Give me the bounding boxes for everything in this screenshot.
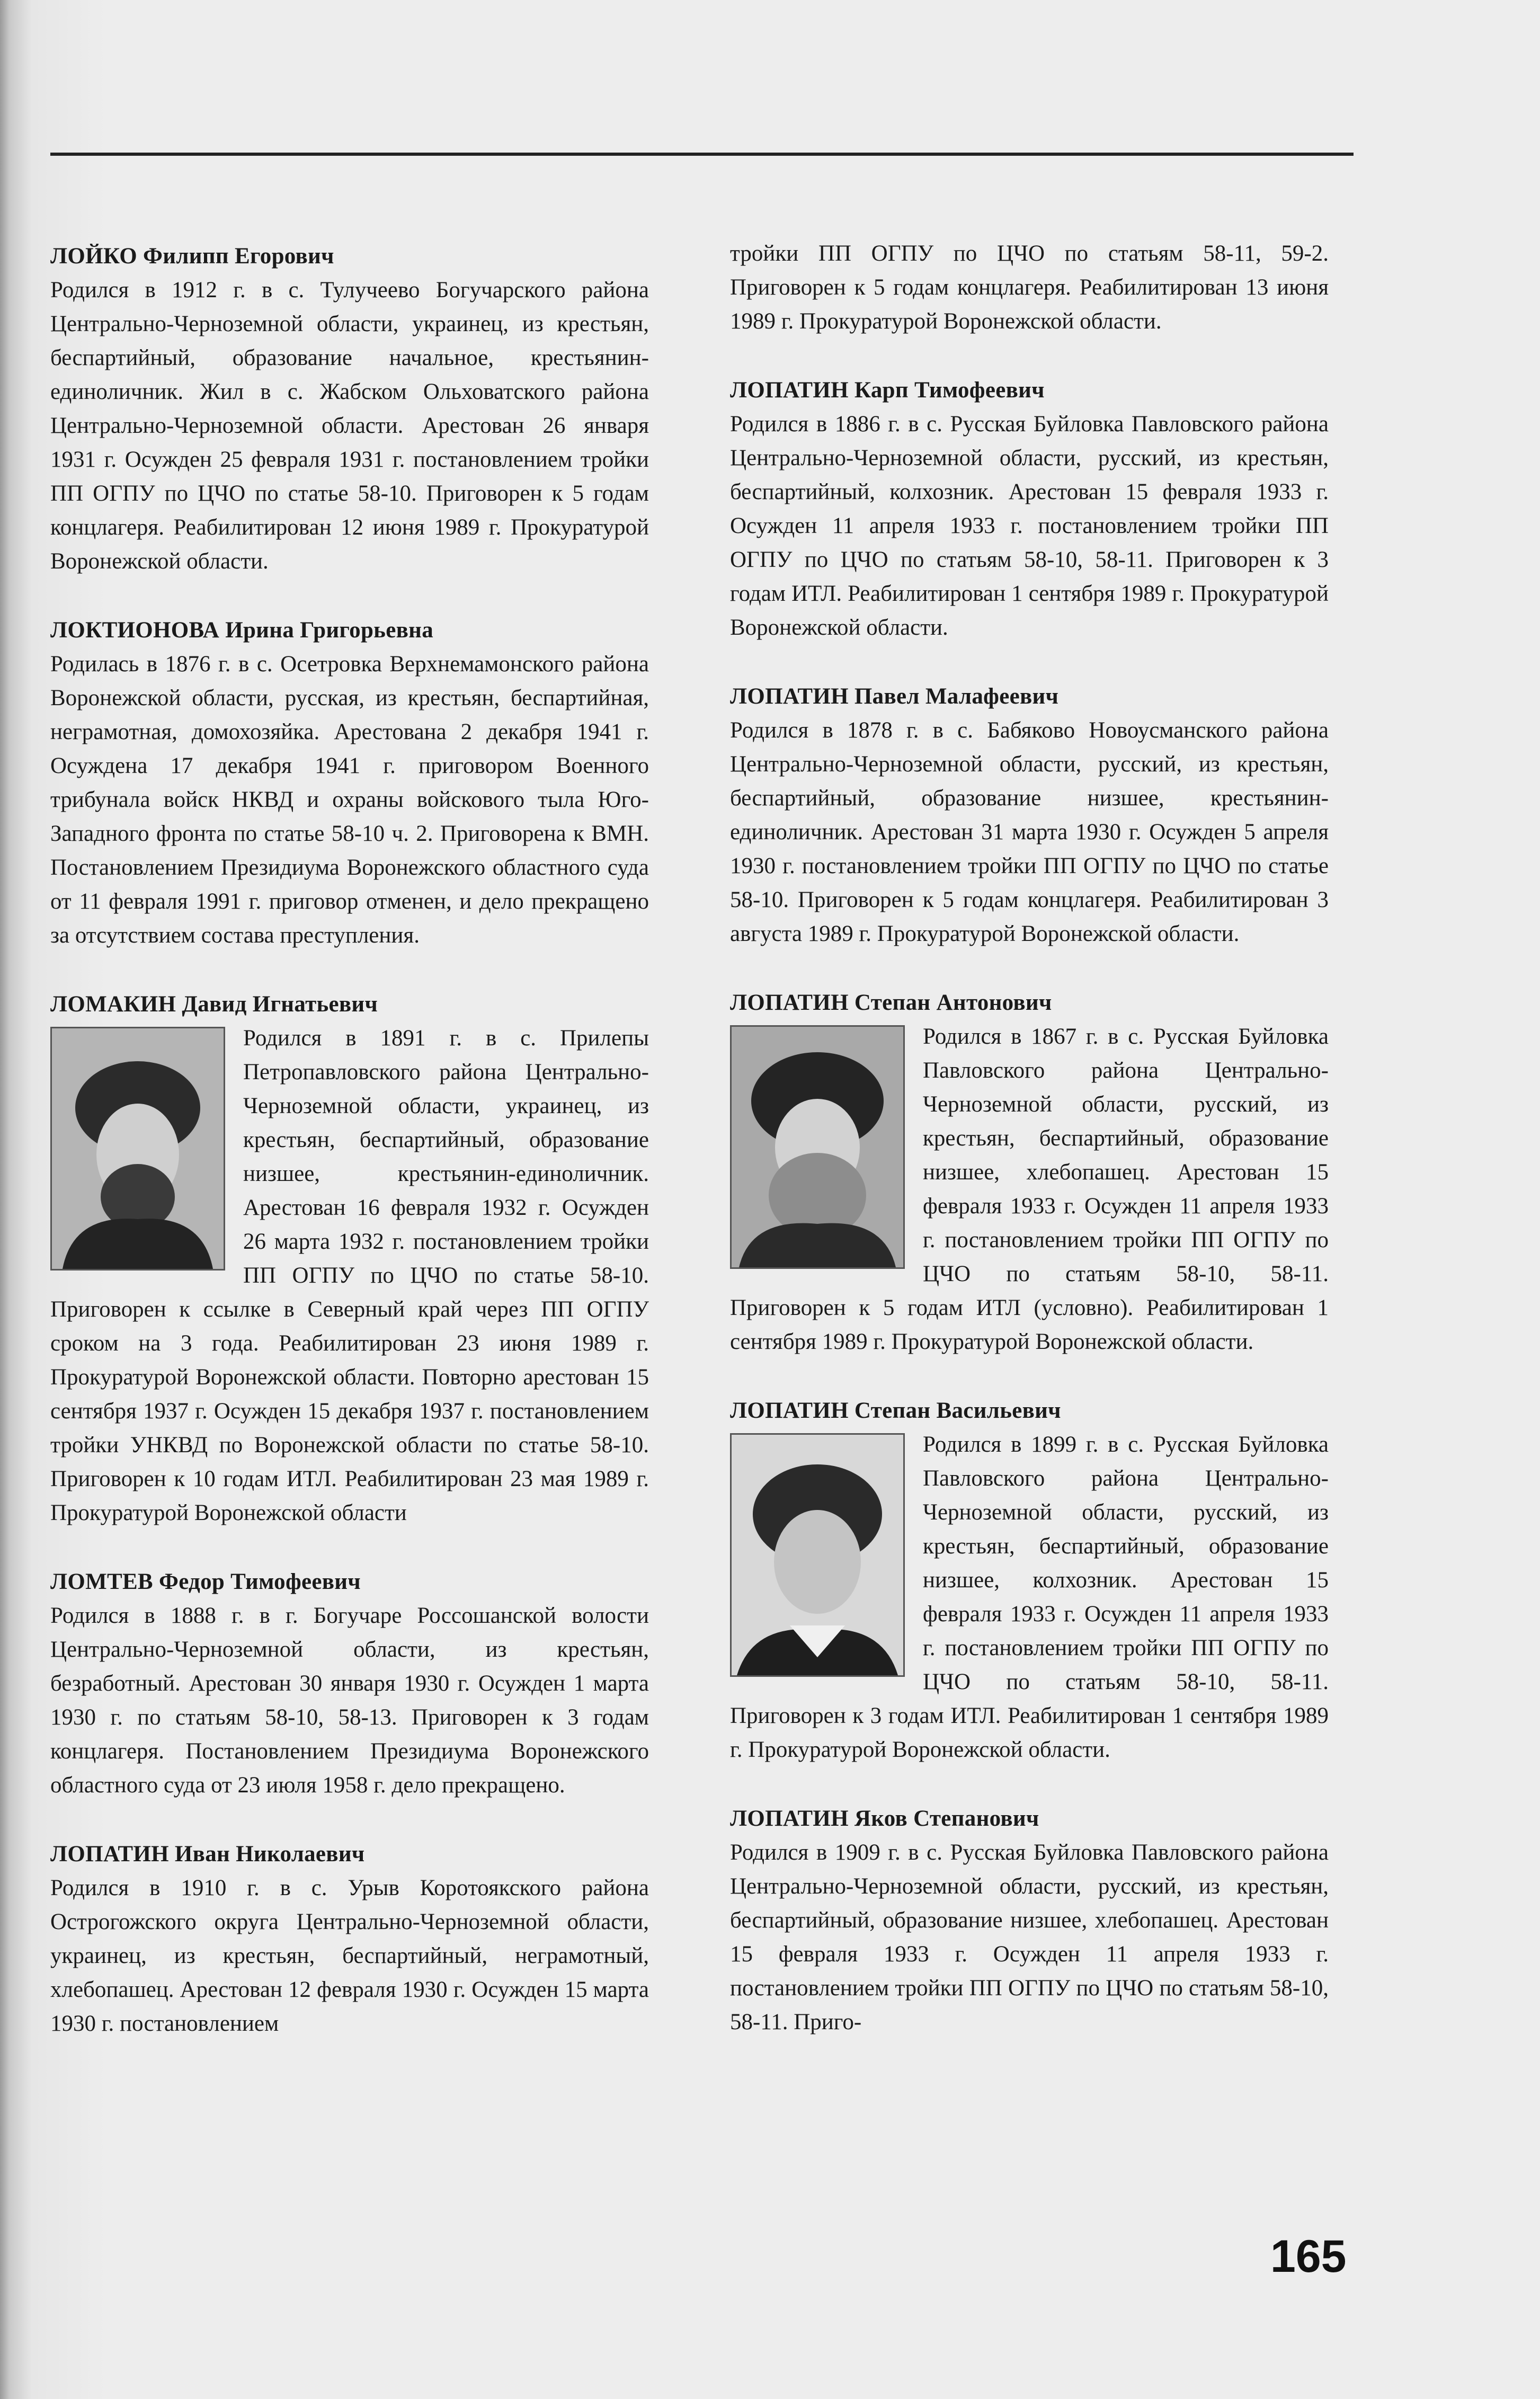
entry-name: ЛОПАТИН Степан Васильевич [730,1398,1061,1423]
entry-name: ЛОМТЕВ Федор Тимофеевич [50,1569,361,1594]
entry [730,1394,1329,1767]
entry [730,374,1329,645]
entry-text: Родился в 1886 г. в с. Русская Буйловка Павловского района Центрально-Черноземной области, русский, из крестьян, беспартийный, колхозник. Арестован 15 февраля 1933 г. Осужден 11 апреля 1933 г. постановлением тройки ПП ОГПУ по ЦЧО по статьям 58-10, 58-11. Приговорен к 3 годам ИТЛ. Реабилитирован 1 сентября 1989 г. Прокуратурой Воронежской области. [730,412,1329,640]
entry-name: ЛОМАКИН Давид Игнатьевич [50,992,378,1017]
entry [50,1565,649,1802]
entry [730,986,1329,1359]
portrait-photo [730,1433,905,1677]
entry-text: Родился в 1912 г. в с. Тулучеево Богучарского района Центрально-Черноземной области, украинец, из крестьян, беспартийный, образование начальное, крестьянин-единоличник. Жил в с. Жабском Ольховатского района Центрально-Черноземной области. Арестован 26 января 1931 г. Осужден 25 февраля 1931 г. постановлением тройки ПП ОГПУ по ЦЧО по статье 58-10. Приговорен к 5 годам концлагеря. Реабилитирован 12 июня 1989 г. Прокуратурой Воронежской области. [50,278,649,574]
entry [50,614,649,953]
entry-name: ЛОКТИОНОВА Ирина Григорьевна [50,618,434,643]
page-number: 165 [1270,2231,1347,2282]
entry-text: Родился в 1891 г. в с. Прилепы Петропавловского района Центрально-Черноземной области, украинец, из крестьян, беспартийный, образование низшее, крестьянин-единоличник. Арестован 16 февраля 1932 г. Осужден 26 марта 1932 г. постановлением тройки ПП ОГПУ по ЦЧО по статье 58-10. Приговорен к ссылке в Северный край через ПП ОГПУ сроком на 3 года. Реабилитирован 23 июня 1989 г. Прокуратурой Воронежской области. Повторно арестован 15 сентября 1937 г. Осужден 15 декабря 1937 г. постановлением тройки УНКВД по Воронежской области по статье 58-10. Приговорен к 10 годам ИТЛ. Реабилитирован 23 мая 1989 г. Прокуратурой Воронежской области [50,1026,649,1525]
entry [50,1837,649,2041]
entry-name: ЛОПАТИН Карп Тимофеевич [730,378,1045,403]
entry [50,239,649,579]
entry-name: ЛОПАТИН Иван Николаевич [50,1842,365,1867]
entry [730,680,1329,951]
entry-text: Родился в 1909 г. в с. Русская Буйловка Павловского района Центрально-Черноземной области, русский, из крестьян, беспартийный, образование низшее, хлебопашец. Арестован 15 февраля 1933 г. Осужден 11 апреля 1933 г. постановлением тройки ПП ОГПУ по ЦЧО по статьям 58-10, 58-11. Приго- [730,1840,1329,2034]
entry-text: Родился в 1899 г. в с. Русская Буйловка Павловского района Центрально-Черноземной области, русский, из крестьян, беспартийный, образование низшее, колхозник. Арестован 15 февраля 1933 г. Осужден 11 апреля 1933 г. постановлением тройки ПП ОГПУ по ЦЧО по статьям 58-10, 58-11. Приговорен к 3 годам ИТЛ. Реабилитирован 1 сентября 1989 г. Прокуратурой Воронежской области. [730,1432,1329,1762]
portrait-photo [730,1025,905,1269]
entry-name: ЛОПАТИН Степан Антонович [730,990,1052,1015]
entry-name: ЛОПАТИН Павел Малафеевич [730,684,1059,709]
entry [50,988,649,1530]
entry-name: ЛОПАТИН Яков Степанович [730,1806,1039,1831]
entry-continuation [730,237,1329,339]
header-rule [50,153,1354,156]
right-column [730,237,1329,2074]
entry-text: Родился в 1867 г. в с. Русская Буйловка Павловского района Центрально-Черноземной области, русский, из крестьян, беспартийный, образование низшее, хлебопашец. Арестован 15 февраля 1933 г. Осужден 11 апреля 1933 г. постановлением тройки ПП ОГПУ по ЦЧО по статьям 58-10, 58-11. Приговорен к 5 годам ИТЛ (условно). Реабилитирован 1 сентября 1989 г. Прокуратурой Воронежской области. [730,1024,1329,1354]
entry-text: Родился в 1878 г. в с. Бабяково Новоусманского района Центрально-Черноземной области, русский, из крестьян, беспартийный, образование низшее, крестьянин-единоличник. Арестован 31 марта 1930 г. Осужден 5 апреля 1930 г. постановлением тройки ПП ОГПУ по ЦЧО по статье 58-10. Приговорен к 5 годам концлагеря. Реабилитирован 3 августа 1989 г. Прокуратурой Воронежской области. [730,718,1329,946]
entry-name: ЛОЙКО Филипп Егорович [50,244,334,269]
portrait-photo [50,1027,225,1270]
entry-text: Родился в 1888 г. в г. Богучаре Россошанской волости Центрально-Черноземной области, из крестьян, безработный. Арестован 30 января 1930 г. Осужден 1 марта 1930 г. по статьям 58-10, 58-13. Приговорен к 3 годам концлагеря. Постановлением Президиума Воронежского областного суда от 23 июля 1958 г. дело прекращено. [50,1603,649,1798]
entry-text: тройки ПП ОГПУ по ЦЧО по статьям 58-11, 59-2. Приговорен к 5 годам концлагеря. Реабилитирован 13 июня 1989 г. Прокуратурой Воронежской области. [730,241,1329,334]
entry-text: Родилась в 1876 г. в с. Осетровка Верхнемамонского района Воронежской области, русская, из крестьян, беспартийная, неграмотная, домохозяйка. Арестована 2 декабря 1941 г. Осуждена 17 декабря 1941 г. приговором Военного трибунала войск НКВД и охраны войскового тыла Юго-Западного фронта по статье 58-10 ч. 2. Приговорена к ВМН. Постановлением Президиума Воронежского областного суда от 11 февраля 1991 г. приговор отменен, и дело прекращено за отсутствием состава преступления. [50,652,649,948]
entry [730,1802,1329,2039]
left-column [50,239,649,2076]
entry-text: Родился в 1910 г. в с. Урыв Коротоякского района Острогожского округа Центрально-Черноземной области, украинец, из крестьян, беспартийный, неграмотный, хлебопашец. Арестован 12 февраля 1930 г. Осужден 15 марта 1930 г. постановлением [50,1876,649,2036]
